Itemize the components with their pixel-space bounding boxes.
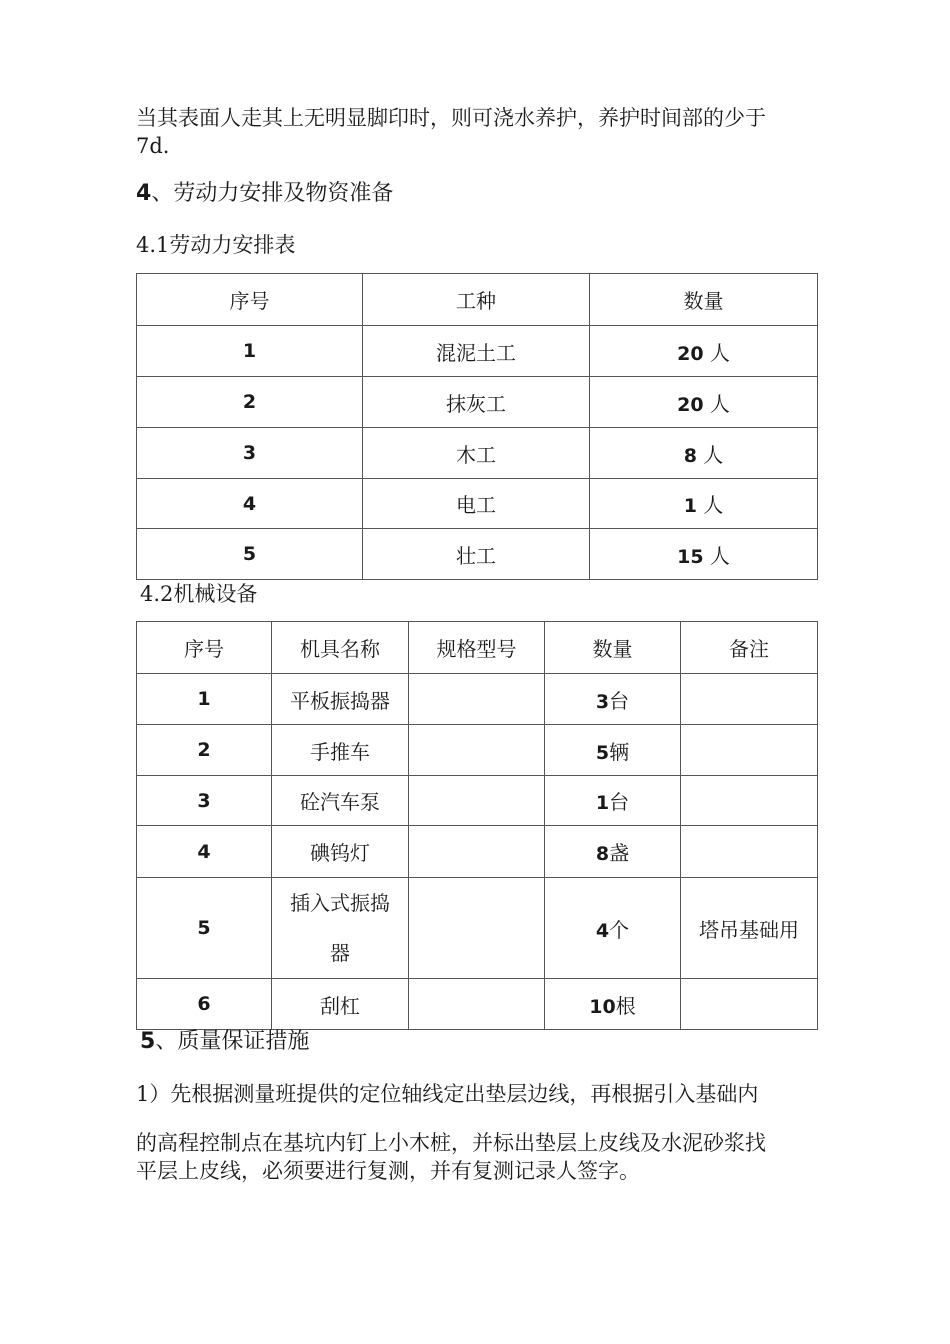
labor-header-qty: 数量 — [590, 274, 818, 326]
labor-qty-num: 8 — [683, 444, 697, 467]
labor-row-no: 1 — [137, 326, 363, 377]
equip-qty-unit: 辆 — [609, 739, 630, 764]
equip-row-no: 5 — [137, 878, 272, 979]
equip-qty-unit: 根 — [615, 993, 636, 1018]
table-row — [137, 826, 818, 878]
labor-row-no: 3 — [137, 428, 363, 479]
labor-qty-unit: 人 — [703, 493, 724, 517]
labor-qty-unit: 人 — [709, 391, 730, 416]
labor-row-qty — [590, 479, 818, 529]
section-4-heading — [136, 179, 393, 209]
equip-row-spec — [409, 776, 545, 826]
intro-line-1: 当其表面人走其上无明显脚印时，则可浇水养护，养护时间部的少于 — [136, 106, 766, 130]
equip-row-no: 1 — [137, 674, 272, 725]
equip-qty-unit: 盏 — [609, 841, 630, 865]
labor-qty-unit: 人 — [709, 340, 730, 365]
equip-row-name: 手推车 — [272, 725, 409, 776]
equip-row-note — [681, 674, 818, 725]
table-row — [137, 725, 818, 776]
section-4-title: 、劳动力安排及物资准备 — [151, 181, 394, 206]
section-5-paragraph-2-line-1: 的高程控制点在基坑内钉上小木桩，并标出垫层上皮线及水泥砂浆找 — [136, 1131, 766, 1155]
labor-qty-num: 20 — [677, 393, 704, 416]
equip-row-no: 4 — [137, 826, 272, 878]
table-row — [137, 529, 818, 580]
equip-table-header-row — [137, 622, 818, 674]
equip-header-qty: 数量 — [545, 622, 681, 674]
equip-row-note — [681, 725, 818, 776]
equip-row-spec — [409, 725, 545, 776]
equip-header-name: 机具名称 — [272, 622, 409, 674]
equip-row-name: 砼汽车泵 — [272, 776, 409, 826]
labor-row-no: 5 — [137, 529, 363, 580]
equip-row-spec — [409, 826, 545, 878]
labor-row-no: 2 — [137, 377, 363, 428]
labor-row-qty — [590, 529, 818, 580]
equip-row-spec — [409, 674, 545, 725]
equip-row-no: 2 — [137, 725, 272, 776]
equip-row-qty — [545, 979, 681, 1030]
labor-table-header-row — [137, 274, 818, 326]
labor-table — [136, 273, 818, 580]
equip-qty-num: 4 — [595, 919, 610, 942]
labor-row-trade: 木工 — [363, 428, 590, 479]
equip-qty-unit: 台 — [609, 790, 630, 814]
equip-row-no: 3 — [137, 776, 272, 826]
section-5-heading — [140, 1027, 309, 1057]
equip-header-spec: 规格型号 — [409, 622, 545, 674]
equip-row-name: 插入式振捣器 — [272, 878, 409, 979]
equip-qty-num: 3 — [595, 690, 610, 713]
equip-row-note — [681, 826, 818, 878]
section-5-paragraph-1: 1）先根据测量班提供的定位轴线定出垫层边线，再根据引入基础内 — [136, 1082, 759, 1106]
labor-row-qty — [590, 377, 818, 428]
intro-line-2: 7d. — [136, 134, 170, 158]
section-5-number: 5 — [140, 1029, 156, 1054]
equip-row-qty — [545, 878, 681, 979]
table-row — [137, 428, 818, 479]
equip-header-no: 序号 — [137, 622, 272, 674]
equip-row-note — [681, 776, 818, 826]
labor-header-trade: 工种 — [363, 274, 590, 326]
labor-row-trade: 壮工 — [363, 529, 590, 580]
equipment-table — [136, 621, 818, 1030]
equip-row-name: 碘钨灯 — [272, 826, 409, 878]
labor-row-trade: 抹灰工 — [363, 377, 590, 428]
table-row — [137, 326, 818, 377]
equip-row-qty — [545, 674, 681, 725]
table-row — [137, 776, 818, 826]
equip-qty-num: 10 — [589, 995, 616, 1018]
equip-row-qty — [545, 725, 681, 776]
table-row — [137, 878, 818, 979]
equip-row-no: 6 — [137, 979, 272, 1030]
equip-row-qty — [545, 826, 681, 878]
equip-row-spec — [409, 878, 545, 979]
section-4-number: 4 — [136, 181, 152, 206]
labor-qty-num: 15 — [677, 545, 704, 568]
labor-row-no: 4 — [137, 479, 363, 529]
equip-qty-num: 5 — [595, 741, 610, 764]
labor-row-trade: 电工 — [363, 479, 590, 529]
table-row — [137, 674, 818, 725]
labor-qty-unit: 人 — [703, 442, 724, 467]
table-row — [137, 479, 818, 529]
labor-header-no: 序号 — [137, 274, 363, 326]
equip-qty-unit: 个 — [609, 917, 630, 942]
labor-row-qty — [590, 428, 818, 479]
equip-row-spec — [409, 979, 545, 1030]
equip-row-name: 平板振捣器 — [272, 674, 409, 725]
equip-qty-num: 1 — [595, 792, 610, 814]
equip-row-note — [681, 979, 818, 1030]
labor-row-qty — [590, 326, 818, 377]
equip-row-name: 刮杠 — [272, 979, 409, 1030]
equip-qty-num: 8 — [595, 843, 610, 865]
section-5-title: 、质量保证措施 — [155, 1029, 310, 1054]
section-4-1-heading: 4.1劳动力安排表 — [136, 233, 296, 257]
labor-qty-num: 20 — [677, 342, 704, 365]
equip-row-qty — [545, 776, 681, 826]
labor-qty-unit: 人 — [709, 543, 730, 568]
table-row — [137, 979, 818, 1030]
labor-row-trade: 混泥土工 — [363, 326, 590, 377]
labor-qty-num: 1 — [683, 495, 697, 517]
section-5-paragraph-2-line-2: 平层上皮线，必须要进行复测，并有复测记录人签字。 — [136, 1159, 640, 1183]
equip-qty-unit: 台 — [609, 688, 630, 713]
table-row — [137, 377, 818, 428]
equip-header-note: 备注 — [681, 622, 818, 674]
section-4-2-heading: 4.2机械设备 — [140, 582, 258, 606]
equip-row-note: 塔吊基础用 — [681, 878, 818, 979]
